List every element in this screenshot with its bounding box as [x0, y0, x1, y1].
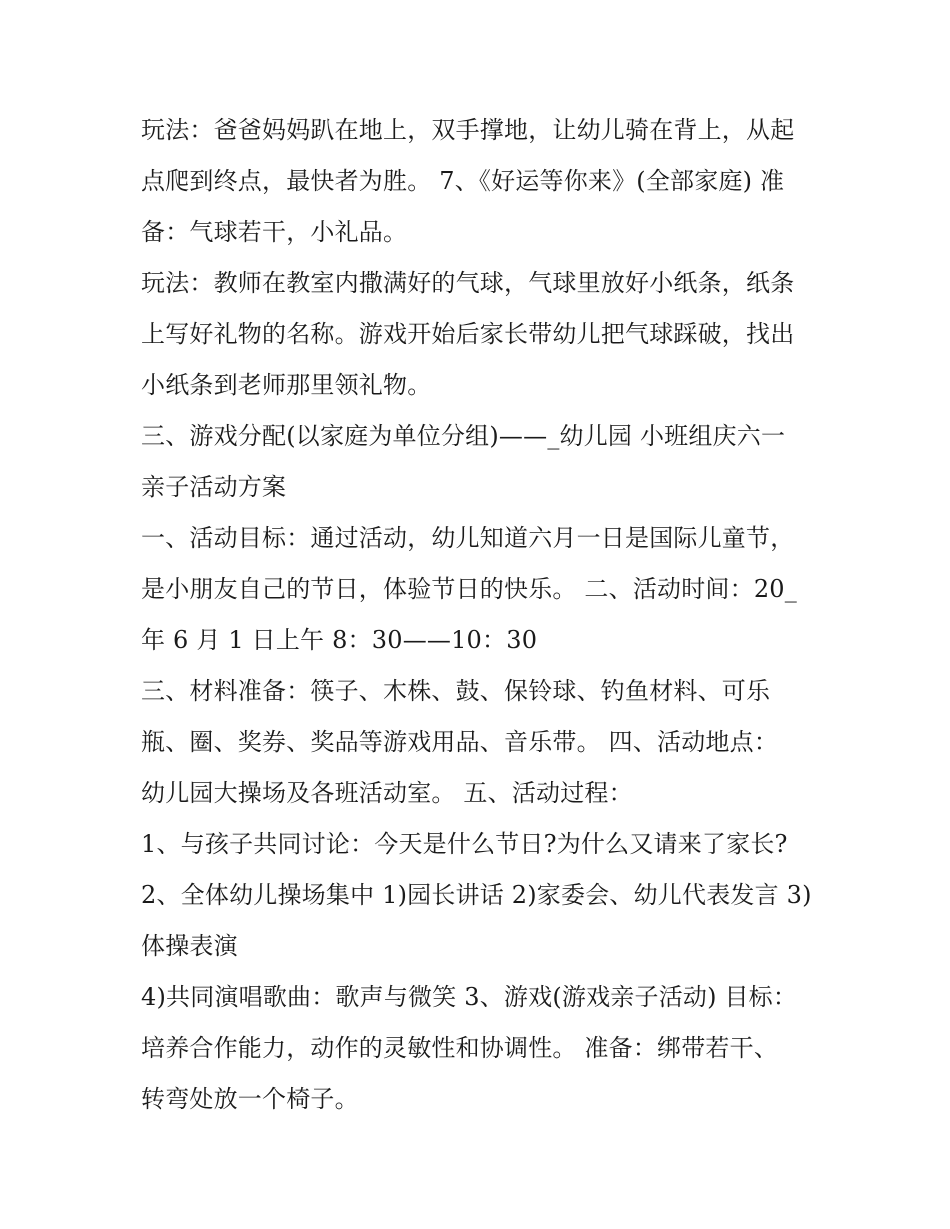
text-line: 玩法：爸爸妈妈趴在地上，双手撑地，让幼儿骑在背上，从起: [141, 116, 795, 144]
text-line: 4)共同演唱歌曲：歌声与微笑 3、游戏(游戏亲子活动) 目标：: [141, 983, 798, 1011]
text-line: 瓶、圈、奖券、奖品等游戏用品、音乐带。 四、活动地点：: [141, 728, 779, 756]
text-line: 是小朋友自己的节日，体验节日的快乐。 二、活动时间：20_: [141, 575, 797, 603]
text-line: 小纸条到老师那里领礼物。: [141, 371, 432, 399]
text-line: 2、全体幼儿操场集中 1)园长讲话 2)家委会、幼儿代表发言 3): [141, 881, 812, 909]
text-line: 亲子活动方案: [141, 473, 287, 501]
text-line: 体操表演: [141, 932, 238, 960]
text-line: 1、与孩子共同讨论：今天是什么节日?为什么又请来了家长?: [141, 830, 788, 858]
text-line: 年 6 月 1 日上午 8：30——10：30: [141, 626, 538, 654]
text-line: 三、材料准备：筷子、木株、鼓、保铃球、钓鱼材料、可乐: [141, 677, 771, 705]
text-line: 培养合作能力，动作的灵敏性和协调性。 准备：绑带若干、: [141, 1034, 779, 1062]
text-line: 备：气球若干，小礼品。: [141, 218, 408, 246]
text-line: 玩法：教师在教室内撒满好的气球，气球里放好小纸条，纸条: [141, 269, 795, 297]
text-line: 点爬到终点，最快者为胜。 7、《好运等你来》(全部家庭) 准: [141, 167, 785, 195]
text-line: 三、游戏分配(以家庭为单位分组)——_幼儿园 小班组庆六一: [141, 422, 786, 450]
text-line: 上写好礼物的名称。游戏开始后家长带幼儿把气球踩破，找出: [141, 320, 795, 348]
document-body: [141, 108, 821, 1128]
text-line: 转弯处放一个椅子。: [141, 1085, 359, 1113]
text-line: 一、活动目标：通过活动，幼儿知道六月一日是国际儿童节，: [141, 524, 795, 552]
text-line: 幼儿园大操场及各班活动室。 五、活动过程：: [141, 779, 633, 807]
